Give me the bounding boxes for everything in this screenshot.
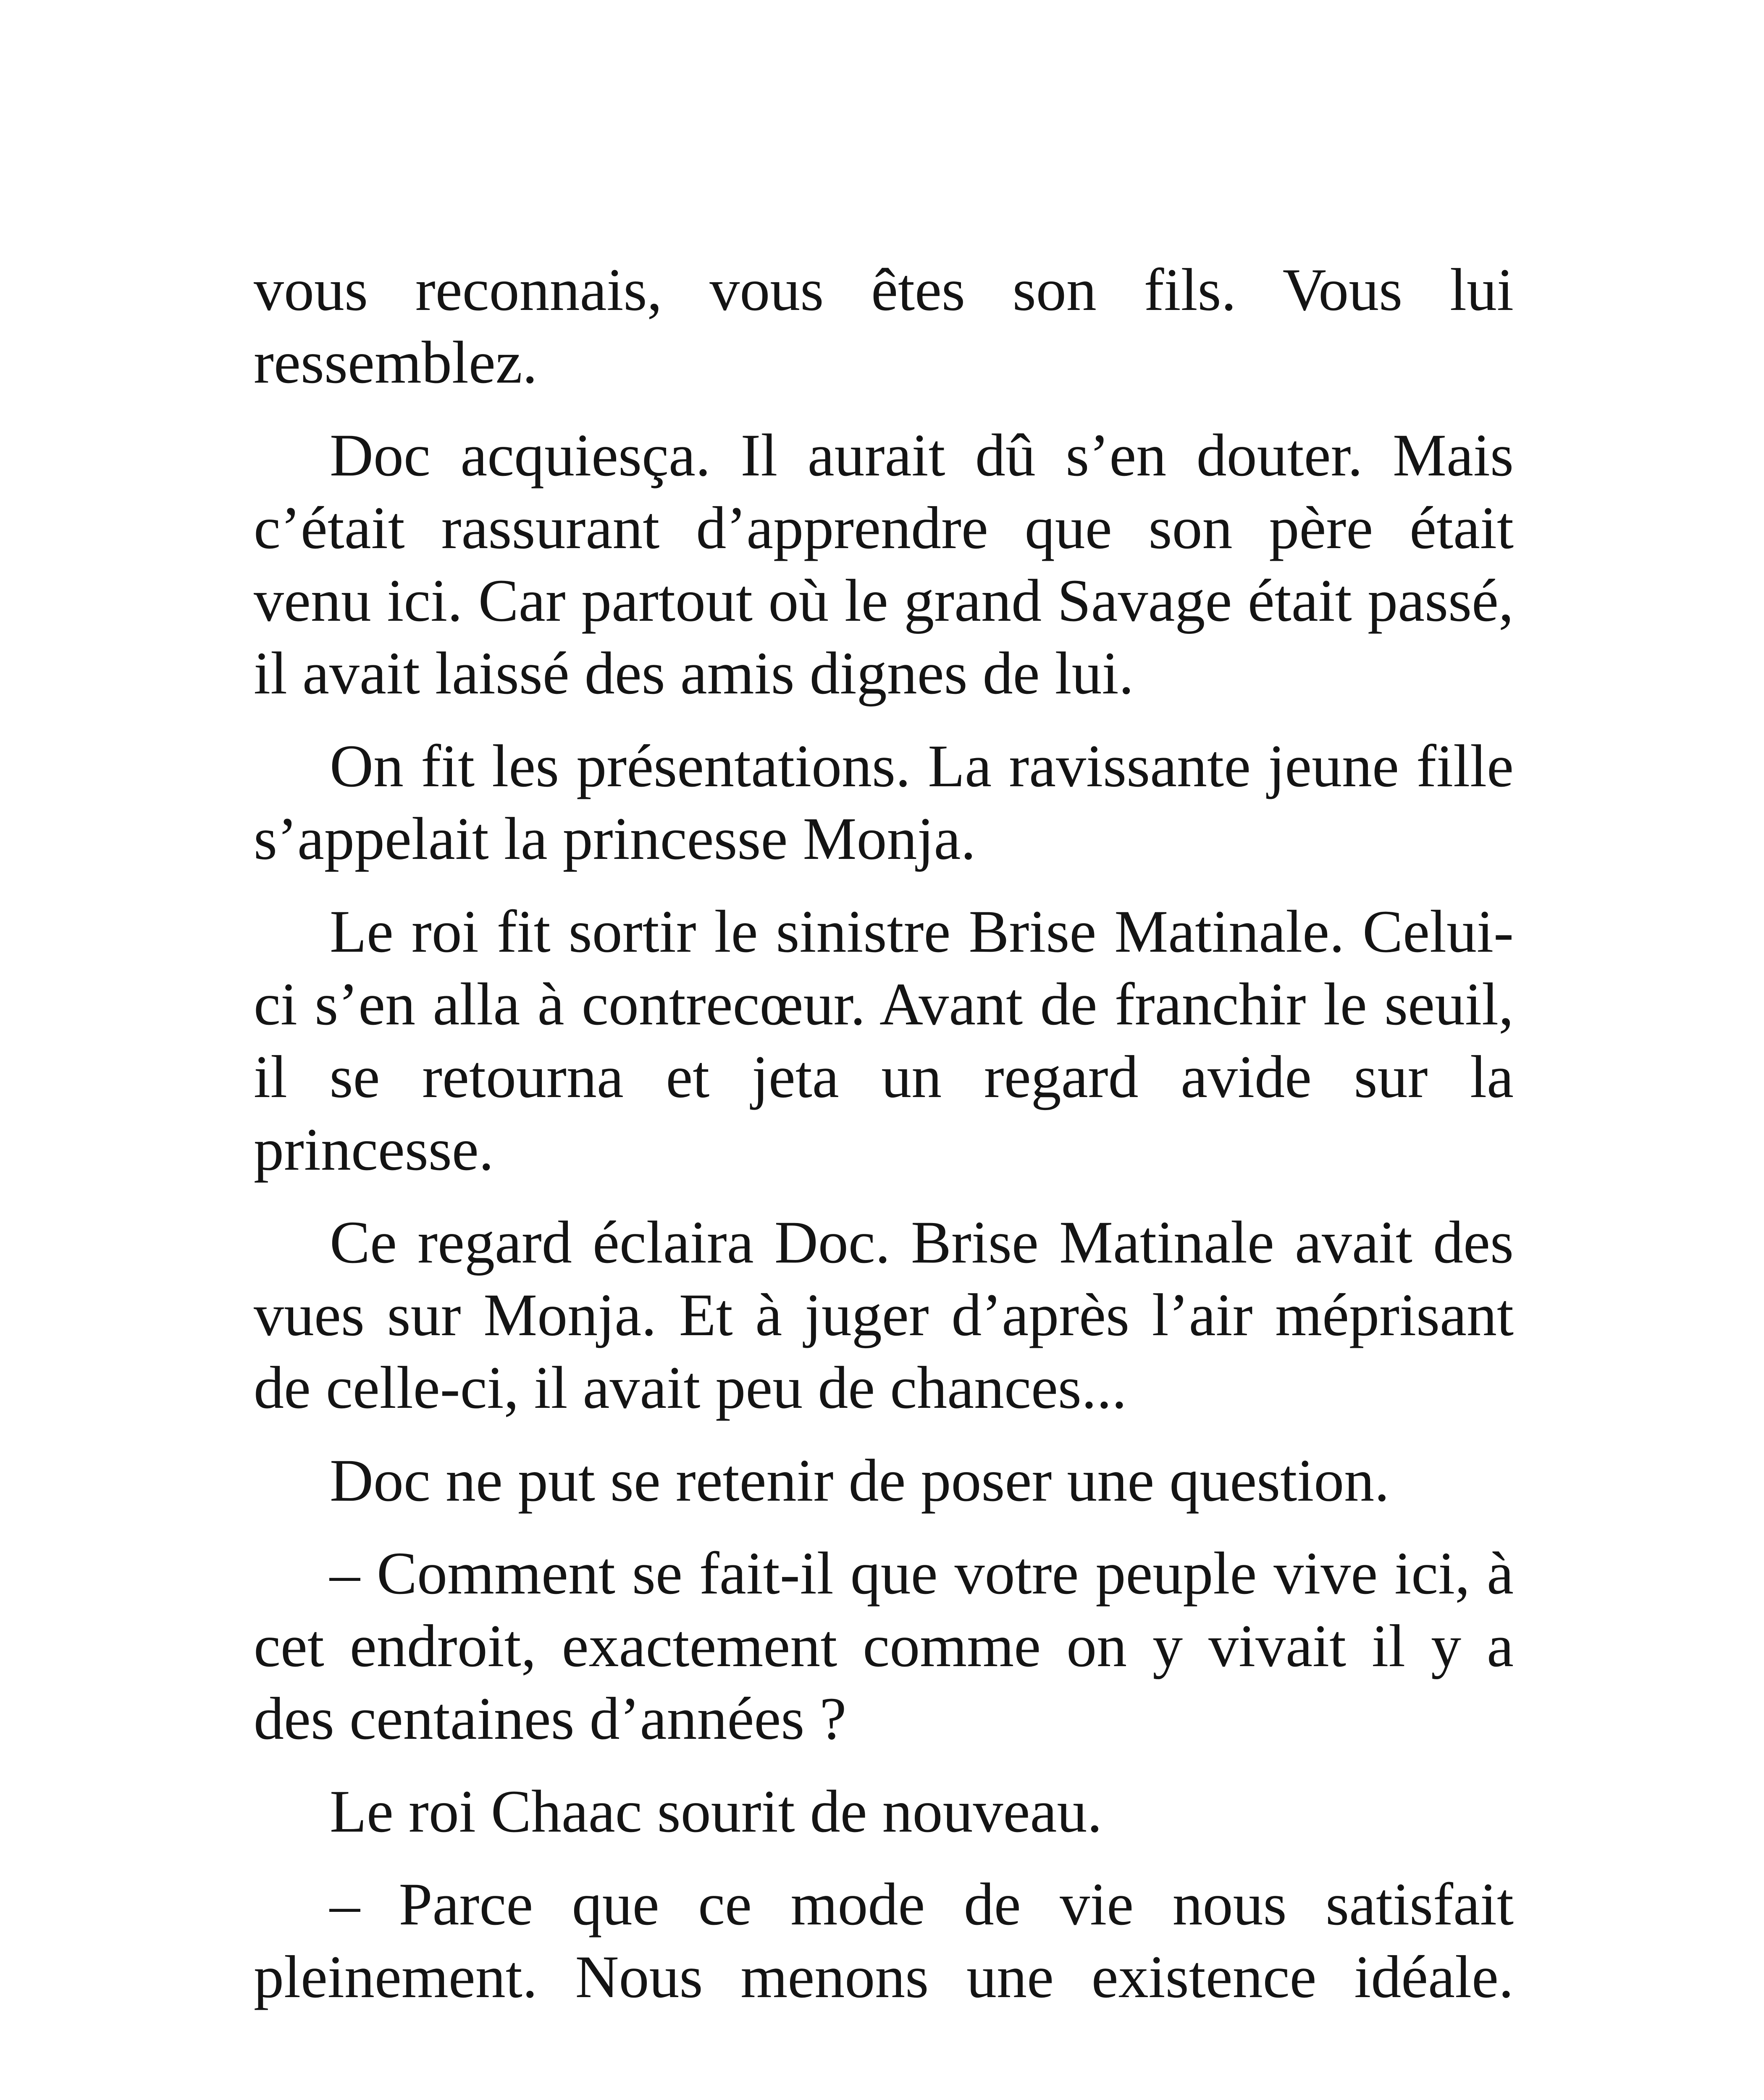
paragraph-7: – Comment se fait-il que votre peuple vive ici, à cet endroit, exactement comme on y vivait il y a des centaines d’années ? <box>254 1540 1514 1752</box>
paragraph-5: Ce regard éclaira Doc. Brise Matinale avait des vues sur Monja. Et à juger d’après l’air méprisant de celle-ci, il avait peu de chances... <box>254 1209 1514 1421</box>
paragraph-9: – Parce que ce mode de vie nous satisfait pleinement. Nous menons une existence idéale. <box>254 1871 1514 2011</box>
paragraph-2: Doc acquiesça. Il aurait dû s’en douter. Mais c’était rassurant d’apprendre que son père était venu ici. Car partout où le grand Savage était passé, il avait laissé des amis dignes de lui. <box>254 422 1514 707</box>
paragraph-4: Le roi fit sortir le sinistre Brise Matinale. Celui-ci s’en alla à contrecœur. Avant de franchir le seuil, il se retourna et jeta un regard avide sur la princesse. <box>254 898 1514 1183</box>
paragraph-8: Le roi Chaac sourit de nouveau. <box>330 1778 1102 1845</box>
paragraph-3: On fit les présentations. La ravissante jeune fille s’appelait la princesse Monja. <box>254 733 1514 872</box>
body-text <box>254 254 1514 2013</box>
paragraph-1: vous reconnais, vous êtes son fils. Vous lui ressemblez. <box>254 257 1514 396</box>
paragraph-6: Doc ne put se retenir de poser une question. <box>330 1447 1390 1514</box>
